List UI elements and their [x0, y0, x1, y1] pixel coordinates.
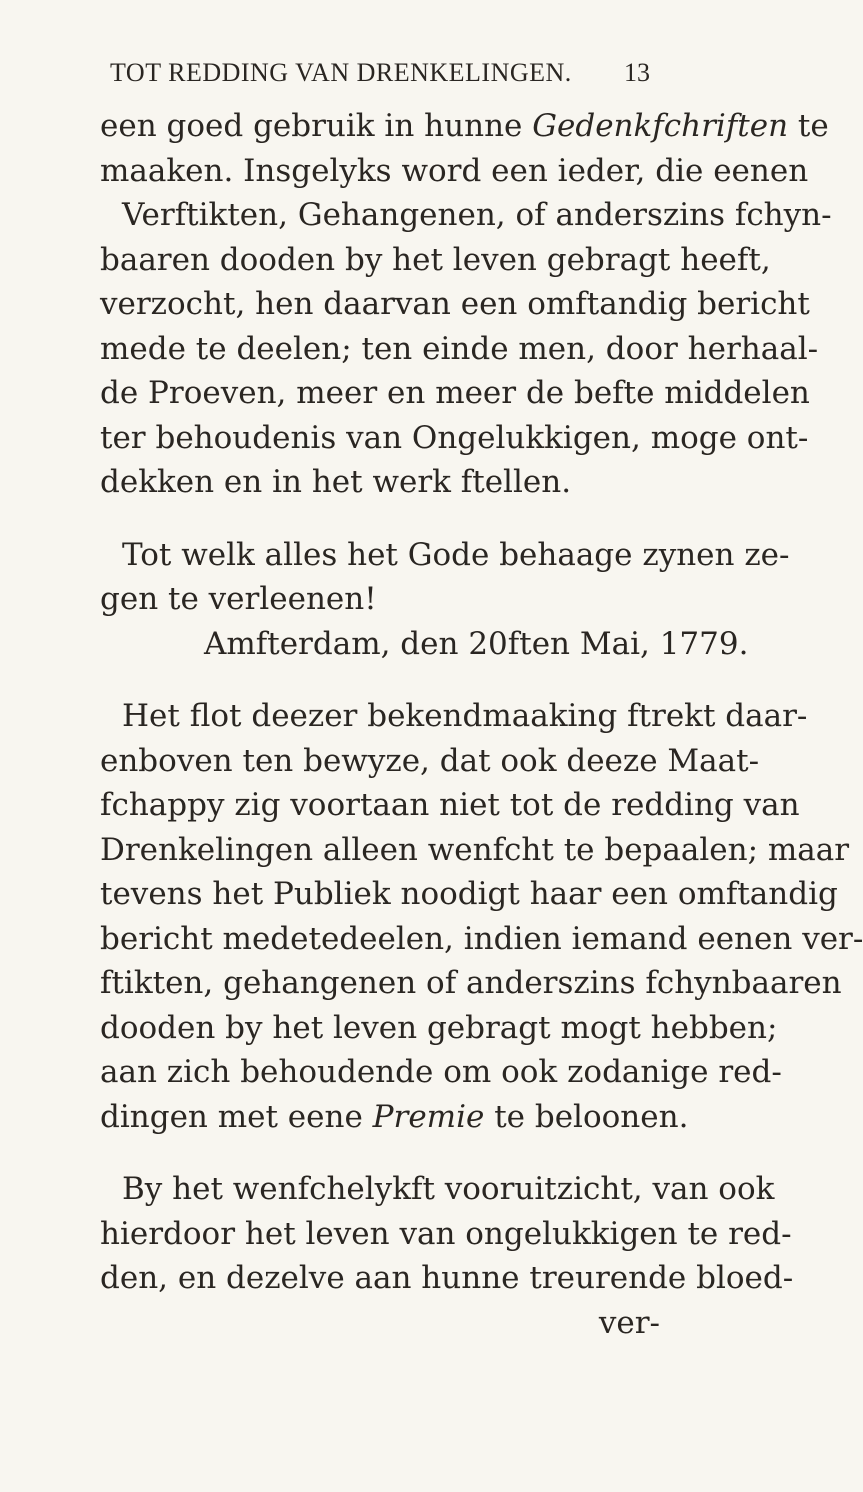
- body-text: [100, 104, 863, 1345]
- text-line: de Proeven, meer en meer de befte middelen: [100, 375, 810, 411]
- text-line: Tot welk alles het Gode behaage zynen ze-: [122, 536, 790, 573]
- paragraph-1: [100, 104, 832, 505]
- running-title: TOT REDDING VAN DRENKELINGEN.: [110, 58, 572, 87]
- text-line: ter behoudenis van Ongelukkigen, moge ont-: [100, 419, 809, 456]
- text-line: mede te deelen; ten einde men, door herhaal-: [100, 330, 819, 367]
- text-line: aan zich behoudende om ook zodanige red-: [100, 1054, 782, 1090]
- text-line: den, en dezelve aan hunne treurende bloed-: [100, 1260, 794, 1296]
- text-line: fchappy zig voortaan niet tot de redding van: [100, 787, 800, 823]
- text-line: Verftikten, Gehangenen, of anderszins fchyn-: [122, 197, 832, 233]
- page-number: 13: [624, 58, 650, 87]
- text-line: bericht medetedeelen, indien iemand eenen ver-: [100, 920, 863, 957]
- text-line: dooden by het leven gebragt mogt hebben;: [100, 1009, 778, 1046]
- text-line: enboven ten bewyze, dat ook deeze Maat-: [100, 742, 760, 779]
- text-line: baaren dooden by het leven gebragt heeft,: [100, 241, 771, 278]
- paragraph-3: [100, 694, 863, 1139]
- catchword: ver-: [598, 1304, 660, 1341]
- text-line: een goed gebruik in hunne Gedenkfchriften te: [100, 108, 829, 144]
- text-line: By het wenfchelykft vooruitzicht, van ook: [122, 1171, 775, 1207]
- text-line: maaken. Insgelyks word een ieder, die eenen: [100, 152, 809, 189]
- text-line: ftikten, gehangenen of anderszins fchynbaaren: [100, 965, 842, 1001]
- text-line: verzocht, hen daarvan een omftandig bericht: [100, 286, 810, 322]
- place-date: [100, 622, 749, 667]
- paragraph-2: [100, 533, 790, 622]
- text-line: gen te verleenen!: [100, 581, 377, 617]
- text-line: dingen met eene Premie te beloonen.: [100, 1098, 689, 1135]
- italic-word: Premie: [372, 1098, 485, 1135]
- text-line: dekken en in het werk ftellen.: [100, 464, 572, 500]
- text-line: tevens het Publiek noodigt haar een omftandig: [100, 876, 838, 912]
- paragraph-4: [100, 1167, 794, 1301]
- text-line: hierdoor het leven van ongelukkigen te red-: [100, 1215, 792, 1252]
- text-line: Het flot deezer bekendmaaking ftrekt daar-: [122, 698, 808, 734]
- dateline: Amfterdam, den 20ften Mai, 1779.: [204, 625, 749, 662]
- running-head: [110, 58, 650, 98]
- text-line: Drenkelingen alleen wenfcht te bepaalen; maar: [100, 831, 850, 868]
- italic-word: Gedenkfchriften: [532, 108, 789, 144]
